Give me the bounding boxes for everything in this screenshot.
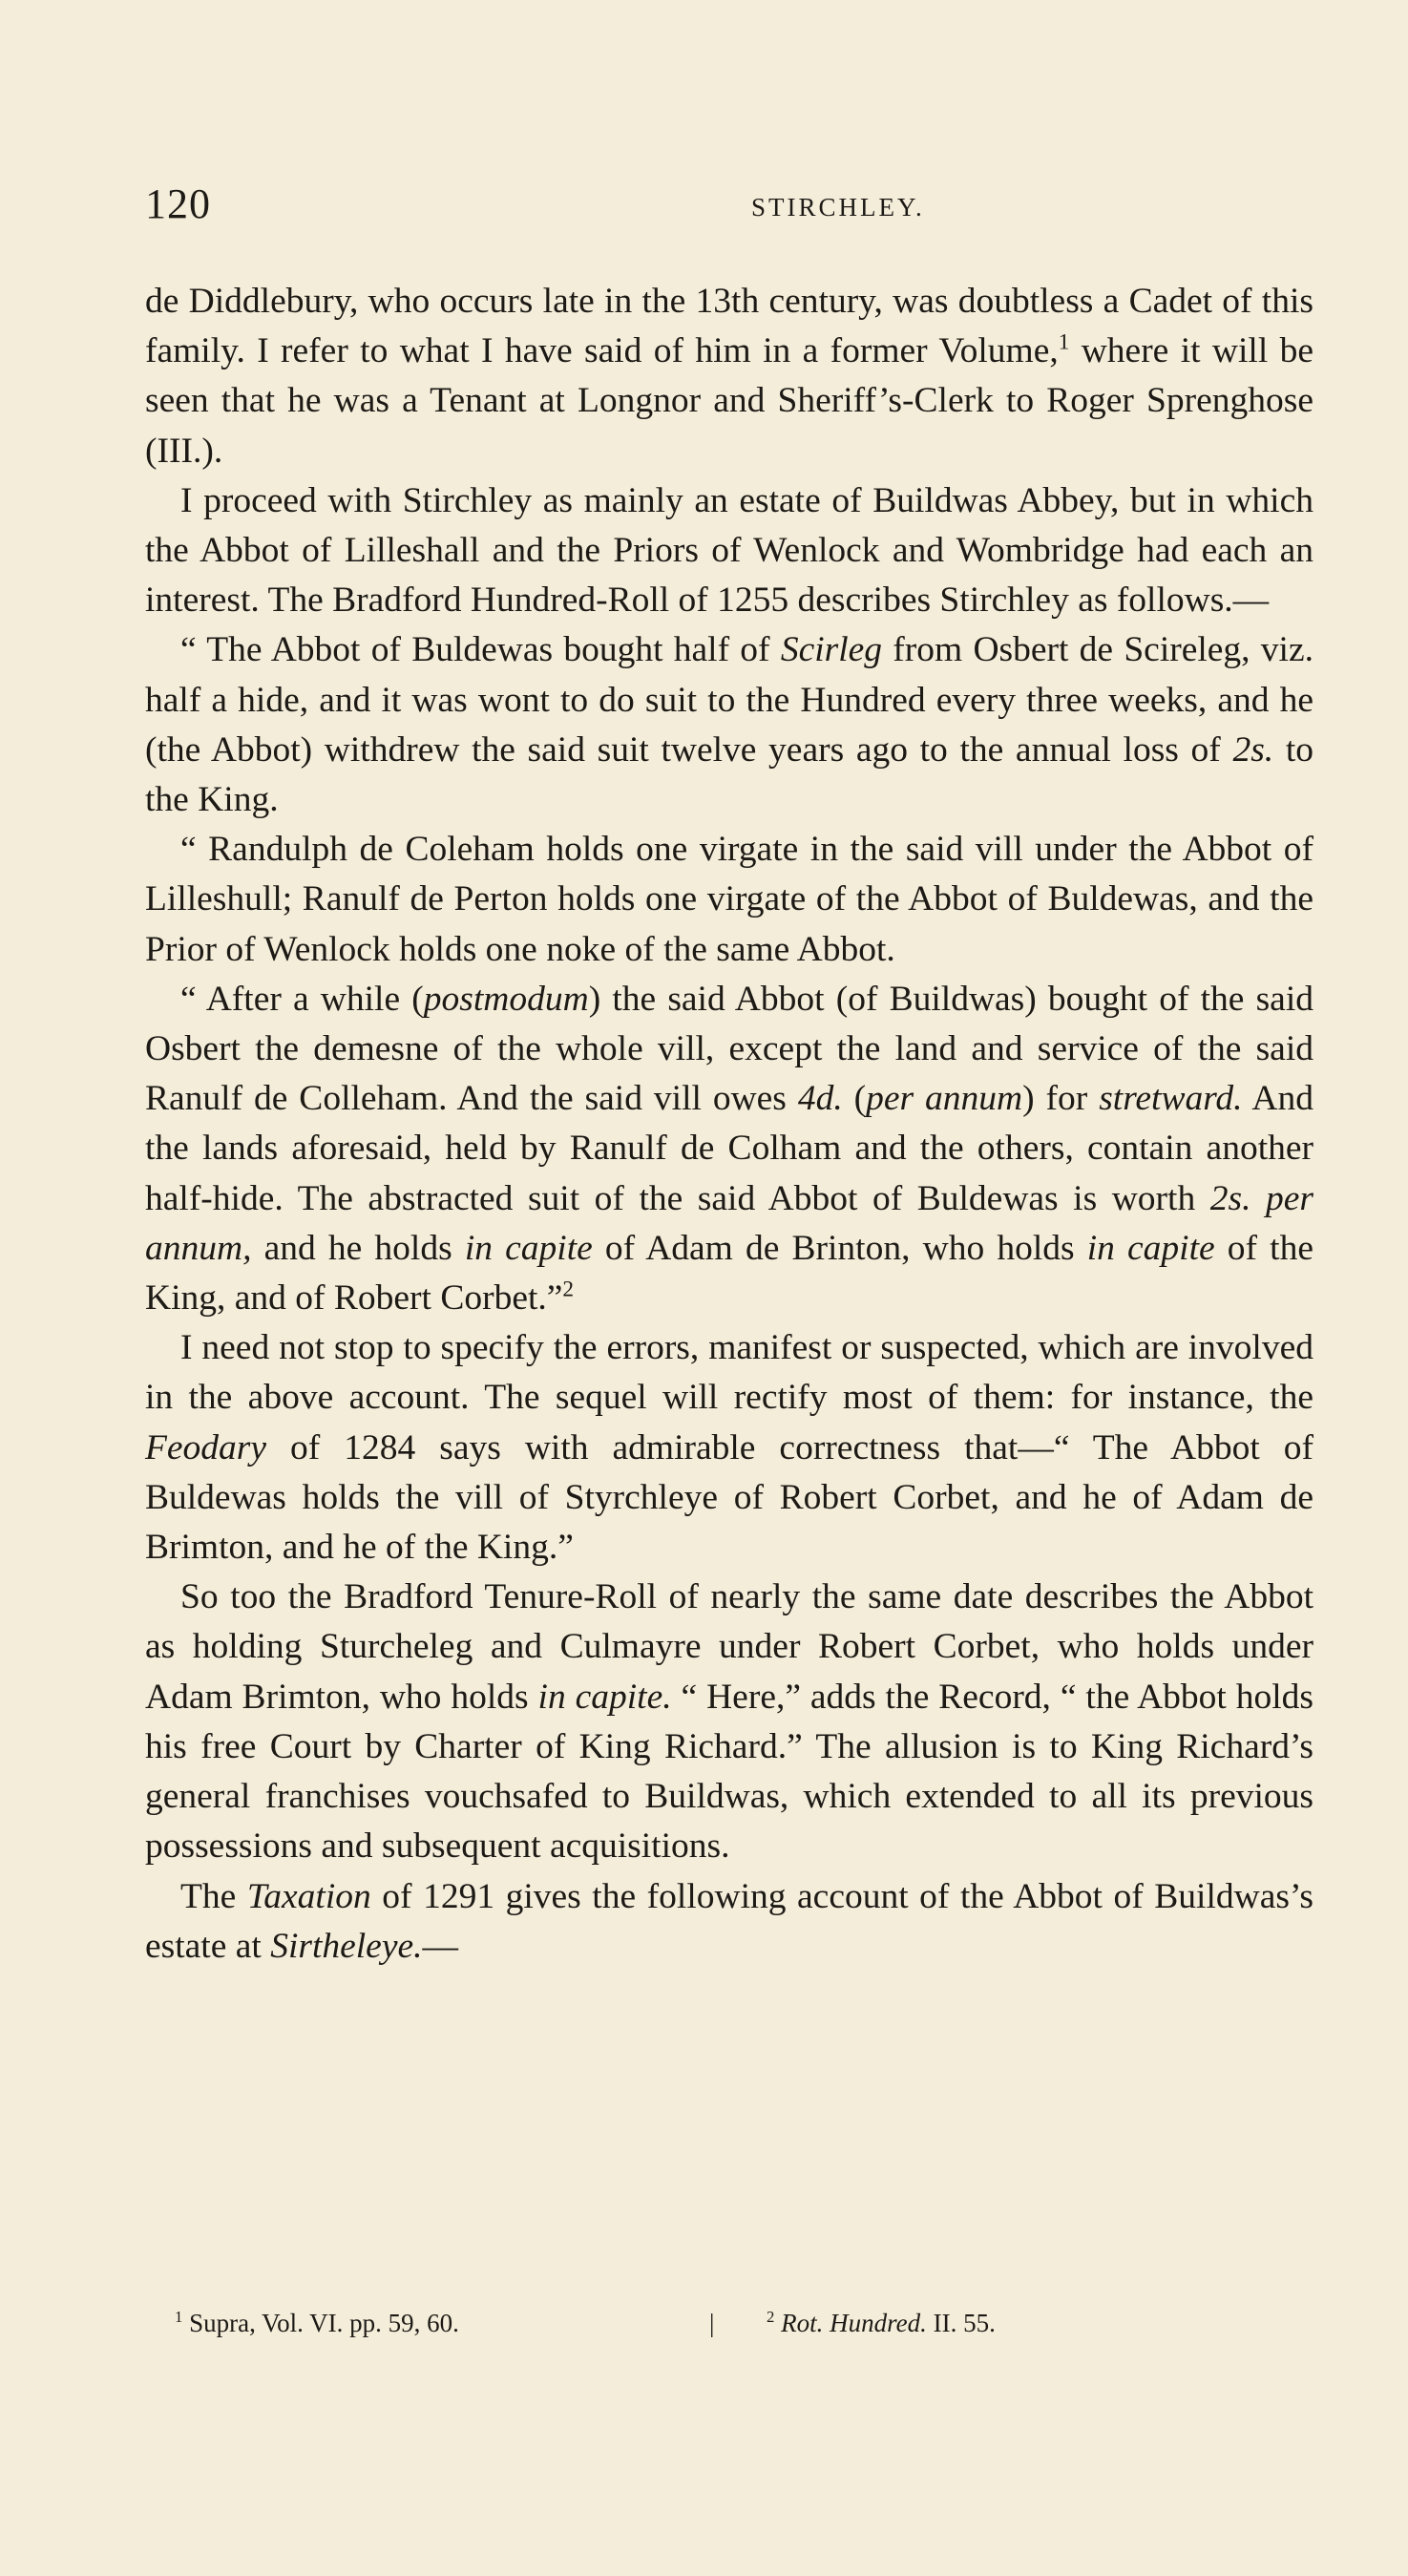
- italic-sirtheleye: Sirtheleye.: [270, 1926, 423, 1966]
- paragraph-7-text-b: “ Here,” adds the Record, “ the Abbot holds his free Court by Charter of King Richard.” The allusion is to King Richard’s general franchises vouchsafed to Buildwas, which extended to all its previous possessions and subsequent acquisitions.: [145, 1677, 1313, 1867]
- paragraph-8-text-a: The: [180, 1876, 247, 1916]
- paragraph-5-text-b: ) the said Abbot (of Buildwas) bought of the said Osbert the demesne of the whole vill, except the land and service of the said Ranulf de Colleham. And the said vill owes: [145, 979, 1313, 1119]
- italic-taxation: Taxation: [246, 1876, 371, 1916]
- footnote-2-text: II. 55.: [926, 2309, 996, 2337]
- italic-2s: 2s.: [1232, 729, 1274, 770]
- paragraph-6-text-a: I need not stop to specify the errors, manifest or suspected, which are involved in the above account. The sequel will rectify most of them: for instance, the: [145, 1328, 1313, 1418]
- footnote-2-number: 2: [767, 2308, 775, 2326]
- paragraph-3: [145, 625, 1313, 825]
- paragraph-3-text: “ The Abbot of Buldewas bought half of: [180, 630, 781, 670]
- italic-per-annum: per annum: [866, 1079, 1023, 1119]
- footnote-2: [767, 2309, 996, 2338]
- italic-in-capite: in capite: [464, 1228, 593, 1268]
- footnote-ref-2: 2: [562, 1277, 575, 1302]
- italic-in-capite-3: in capite.: [537, 1677, 672, 1717]
- italic-4d: 4d.: [797, 1079, 843, 1119]
- paragraph-1-text: de Diddlebury, who occurs late in the 13th century, was doubtless a Cadet of this family. I refer to what I have said of him in a former Volume,: [145, 282, 1313, 371]
- paragraph-4-text: “ Randulph de Coleham holds one virgate in the said vill under the Abbot of Lilleshull; Ranulf de Perton holds one virgate of the Abbot of Buldewas, and the Prior of Wenlock holds one noke of the same Abbot.: [145, 830, 1313, 969]
- paragraph-8-text-b: of 1291 gives the following account of the Abbot of Buildwas’s estate at: [145, 1876, 1313, 1966]
- paragraph-5-text-i: of the King, and of Robert Corbet.”: [145, 1228, 1313, 1319]
- paragraph-8: [145, 1872, 1313, 1972]
- body-text: [145, 277, 1313, 1972]
- paragraph-5-text-a: “ After a while (: [180, 979, 424, 1019]
- paragraph-5: [145, 975, 1313, 1323]
- paragraph-2: [145, 476, 1313, 626]
- paragraph-3-text-cont: from Osbert de Scireleg, viz. half a hide, and it was wont to do suit to the Hundred every three weeks, and he (the Abbot) withdrew the said suit twelve years ago to the annual loss of: [145, 630, 1313, 770]
- footnote-1-text: Supra, Vol. VI. pp. 59, 60.: [182, 2309, 459, 2337]
- paragraph-1-text-cont: where it will be seen that he was a Tenant at Longnor and Sheriff’s-Clerk to Roger Sprenghose (III.).: [145, 331, 1313, 471]
- footnote-1: [175, 2309, 459, 2338]
- paragraph-7: [145, 1573, 1313, 1871]
- italic-postmodum: postmodum: [423, 979, 589, 1019]
- page-number: 120: [145, 180, 211, 227]
- footnote-2-italic: Rot. Hundred.: [774, 2309, 927, 2337]
- italic-stretward: stretward.: [1099, 1079, 1243, 1119]
- paragraph-8-text-c: —: [422, 1926, 458, 1966]
- paragraph-5-text-e: And the lands aforesaid, held by Ranulf de Colham and the others, contain another half-hide. The abstracted suit of the said Abbot of Buldewas is worth: [145, 1079, 1313, 1218]
- italic-2s-2: 2s.: [1209, 1178, 1251, 1218]
- italic-scirleg: Scirleg: [780, 630, 883, 670]
- paragraph-5-text-h: of Adam de Brinton, who holds: [592, 1228, 1087, 1268]
- paragraph-6: [145, 1323, 1313, 1573]
- paragraph-7-text-a: So too the Bradford Tenure-Roll of nearly the same date describes the Abbot as holding Sturcheleg and Culmayre under Robert Corbet, who holds under Adam Brimton, who holds: [145, 1577, 1313, 1717]
- paragraph-5-text-c: (: [842, 1079, 867, 1119]
- footnote-separator: |: [709, 2309, 715, 2337]
- paragraph-5-text-g: and he holds: [251, 1228, 465, 1268]
- italic-feodary: Feodary: [145, 1427, 267, 1467]
- italic-in-capite-2: in capite: [1086, 1228, 1215, 1268]
- page-header: [145, 179, 1314, 237]
- paragraph-4: [145, 825, 1313, 975]
- paragraph-5-text-d: ) for: [1022, 1079, 1100, 1119]
- paragraph-1: [145, 277, 1313, 476]
- paragraph-5-text-f: [1250, 1179, 1266, 1218]
- paragraph-3-text-end: to the King.: [145, 729, 1313, 820]
- footnotes: [175, 2309, 1225, 2351]
- italic-per-annum-2: per annum,: [145, 1178, 1314, 1268]
- paragraph-2-text: I proceed with Stirchley as mainly an estate of Buildwas Abbey, but in which the Abbot of Lilleshall and the Priors of Wenlock and Wombridge had each an interest. The Bradford Hundred-Roll of 1255 describes Stirchley as follows.—: [145, 480, 1313, 621]
- paragraph-6-text-b: of 1284 says with admirable correctness that—“ The Abbot of Buldewas holds the vill of Styrchleye of Robert Corbet, and he of Adam de Brimton, and he of the King.”: [145, 1427, 1313, 1568]
- footnote-1-number: 1: [175, 2308, 183, 2326]
- footnote-ref-1: 1: [1058, 329, 1070, 355]
- running-head: STIRCHLEY.: [751, 193, 925, 222]
